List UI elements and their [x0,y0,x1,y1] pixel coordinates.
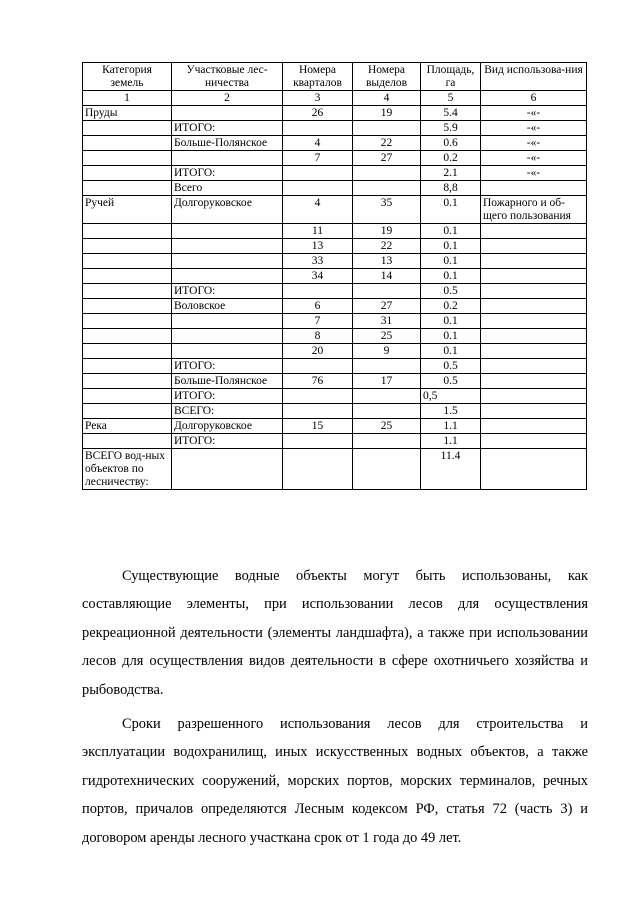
usage-cell [481,404,587,419]
area-cell: 0.1 [421,196,481,224]
table-row [83,359,587,374]
quarter-cell: 6 [283,299,353,314]
forestry-cell: ИТОГО: [172,389,283,404]
table-row [83,181,587,196]
plot-cell: 19 [353,106,421,121]
quarter-cell [283,389,353,404]
forestry-cell [172,239,283,254]
plot-cell: 22 [353,239,421,254]
category-cell [83,404,172,419]
area-cell: 0.1 [421,344,481,359]
area-cell: 0.1 [421,269,481,284]
area-cell: 0.2 [421,151,481,166]
forestry-cell: Воловское [172,299,283,314]
area-cell: 0.1 [421,239,481,254]
column-number: 3 [283,91,353,106]
table-row [83,224,587,239]
plot-cell [353,284,421,299]
forestry-cell: Долгоруковское [172,196,283,224]
quarter-cell: 8 [283,329,353,344]
plot-cell [353,166,421,181]
usage-cell: -«- [481,151,587,166]
usage-cell [481,239,587,254]
table-header-row [83,63,587,91]
forestry-cell: ИТОГО: [172,166,283,181]
category-cell [83,121,172,136]
plot-cell [353,434,421,449]
table-row [83,389,587,404]
quarter-cell [283,121,353,136]
body-text [82,562,588,852]
table-row [83,404,587,419]
category-cell [83,359,172,374]
category-cell [83,299,172,314]
area-cell: 0.1 [421,254,481,269]
quarter-cell: 7 [283,314,353,329]
quarter-cell: 33 [283,254,353,269]
area-cell: 0.5 [421,374,481,389]
forestry-cell: Больше-Полянское [172,136,283,151]
quarter-cell: 15 [283,419,353,434]
plot-cell [353,404,421,419]
category-cell [83,269,172,284]
category-cell [83,239,172,254]
area-cell: 0.1 [421,329,481,344]
category-cell [83,151,172,166]
category-cell [83,136,172,151]
header-cell: Номера кварталов [283,63,353,91]
column-number: 2 [172,91,283,106]
plot-cell: 19 [353,224,421,239]
quarter-cell [283,166,353,181]
plot-cell: 17 [353,374,421,389]
header-cell: Участковые лес-ничества [172,63,283,91]
category-cell [83,314,172,329]
area-cell: 0.1 [421,314,481,329]
usage-cell [481,389,587,404]
forestry-cell: ИТОГО: [172,284,283,299]
plot-cell: 14 [353,269,421,284]
usage-cell [481,181,587,196]
usage-cell [481,434,587,449]
area-cell: 5.4 [421,106,481,121]
header-cell: Площадь, га [421,63,481,91]
table-row [83,314,587,329]
plot-cell: 25 [353,419,421,434]
paragraph: Сроки разрешенного использования лесов для строительства и эксплуатации водохранилищ, иных искусственных водных объектов, а также гидротехнических сооружений, морских портов, морских терминалов, речных портов, причалов определяются Лесным кодексом РФ, статья 72 (часть 3) и договором аренды лесного участкана срок от 1 года до 49 лет. [82,716,588,846]
usage-cell [481,449,587,490]
quarter-cell: 34 [283,269,353,284]
category-cell [83,389,172,404]
forestry-cell [172,254,283,269]
header-cell: Номера выделов [353,63,421,91]
category-cell [83,284,172,299]
forestry-cell: Долгоруковское [172,419,283,434]
category-cell [83,166,172,181]
quarter-cell: 13 [283,239,353,254]
area-cell: 1.1 [421,434,481,449]
table-row [83,254,587,269]
usage-cell [481,254,587,269]
area-cell: 0.1 [421,224,481,239]
usage-cell [481,359,587,374]
forestry-cell: Всего [172,181,283,196]
header-cell: Категория земель [83,63,172,91]
usage-cell: Пожарного и об-щего пользования [481,196,587,224]
category-cell [83,434,172,449]
category-cell [83,344,172,359]
area-cell: 11.4 [421,449,481,490]
usage-cell: -«- [481,121,587,136]
plot-cell: 25 [353,329,421,344]
forestry-cell: ИТОГО: [172,434,283,449]
usage-cell: -«- [481,136,587,151]
table-row [83,136,587,151]
table-row [83,329,587,344]
table-row [83,269,587,284]
plot-cell: 9 [353,344,421,359]
forestry-cell: ИТОГО: [172,359,283,374]
column-number: 1 [83,91,172,106]
usage-cell [481,314,587,329]
quarter-cell [283,449,353,490]
quarter-cell: 7 [283,151,353,166]
area-cell: 1.5 [421,404,481,419]
usage-cell [481,299,587,314]
table-row [83,239,587,254]
water-objects-table-container [82,62,586,490]
plot-cell [353,449,421,490]
area-cell: 2.1 [421,166,481,181]
plot-cell: 13 [353,254,421,269]
area-cell: 5.9 [421,121,481,136]
column-number: 4 [353,91,421,106]
quarter-cell: 4 [283,196,353,224]
forestry-cell [172,224,283,239]
table-row [83,344,587,359]
usage-cell: -«- [481,106,587,121]
forestry-cell [172,329,283,344]
quarter-cell [283,434,353,449]
quarter-cell: 11 [283,224,353,239]
category-cell [83,254,172,269]
table-row [83,121,587,136]
header-cell: Вид использова-ния [481,63,587,91]
column-number: 6 [481,91,587,106]
table-row [83,284,587,299]
forestry-cell [172,314,283,329]
table-row [83,374,587,389]
area-cell: 0.2 [421,299,481,314]
column-number: 5 [421,91,481,106]
usage-cell: -«- [481,166,587,181]
column-number-row [83,91,587,106]
category-cell: Пруды [83,106,172,121]
table-row [83,151,587,166]
table-body [83,106,587,490]
forestry-cell [172,449,283,490]
usage-cell [481,344,587,359]
plot-cell: 27 [353,299,421,314]
area-cell: 8,8 [421,181,481,196]
category-cell: Ручей [83,196,172,224]
water-objects-table [82,62,587,490]
table-row [83,166,587,181]
table-row [83,196,587,224]
quarter-cell: 20 [283,344,353,359]
table-row [83,449,587,490]
area-cell: 0.5 [421,284,481,299]
area-cell: 0.6 [421,136,481,151]
table-row [83,106,587,121]
plot-cell [353,121,421,136]
forestry-cell [172,344,283,359]
quarter-cell: 4 [283,136,353,151]
area-cell: 0,5 [421,389,481,404]
forestry-cell [172,151,283,166]
plot-cell: 22 [353,136,421,151]
category-cell [83,181,172,196]
quarter-cell [283,284,353,299]
table-row [83,434,587,449]
forestry-cell: ИТОГО: [172,121,283,136]
category-cell [83,329,172,344]
area-cell: 0.5 [421,359,481,374]
category-cell [83,374,172,389]
forestry-cell [172,106,283,121]
plot-cell [353,389,421,404]
usage-cell [481,284,587,299]
area-cell: 1.1 [421,419,481,434]
quarter-cell [283,181,353,196]
category-cell: Река [83,419,172,434]
category-cell: ВСЕГО вод-ных объектов по лесничеству: [83,449,172,490]
category-cell [83,224,172,239]
forestry-cell: Больше-Полянское [172,374,283,389]
usage-cell [481,329,587,344]
forestry-cell: ВСЕГО: [172,404,283,419]
paragraph: Существующие водные объекты могут быть использованы, как составляющие элементы, при использовании лесов для осуществления рекреационной деятельности (элементы ландшафта), а также при использовании лесов для осуществления видов деятельности в сфере охотничьего хозяйства и рыбоводства. [82,568,588,698]
plot-cell: 35 [353,196,421,224]
plot-cell: 31 [353,314,421,329]
usage-cell [481,224,587,239]
usage-cell [481,419,587,434]
forestry-cell [172,269,283,284]
plot-cell [353,181,421,196]
quarter-cell: 26 [283,106,353,121]
table-row [83,299,587,314]
quarter-cell [283,404,353,419]
plot-cell [353,359,421,374]
usage-cell [481,269,587,284]
quarter-cell [283,359,353,374]
table-row [83,419,587,434]
usage-cell [481,374,587,389]
plot-cell: 27 [353,151,421,166]
quarter-cell: 76 [283,374,353,389]
